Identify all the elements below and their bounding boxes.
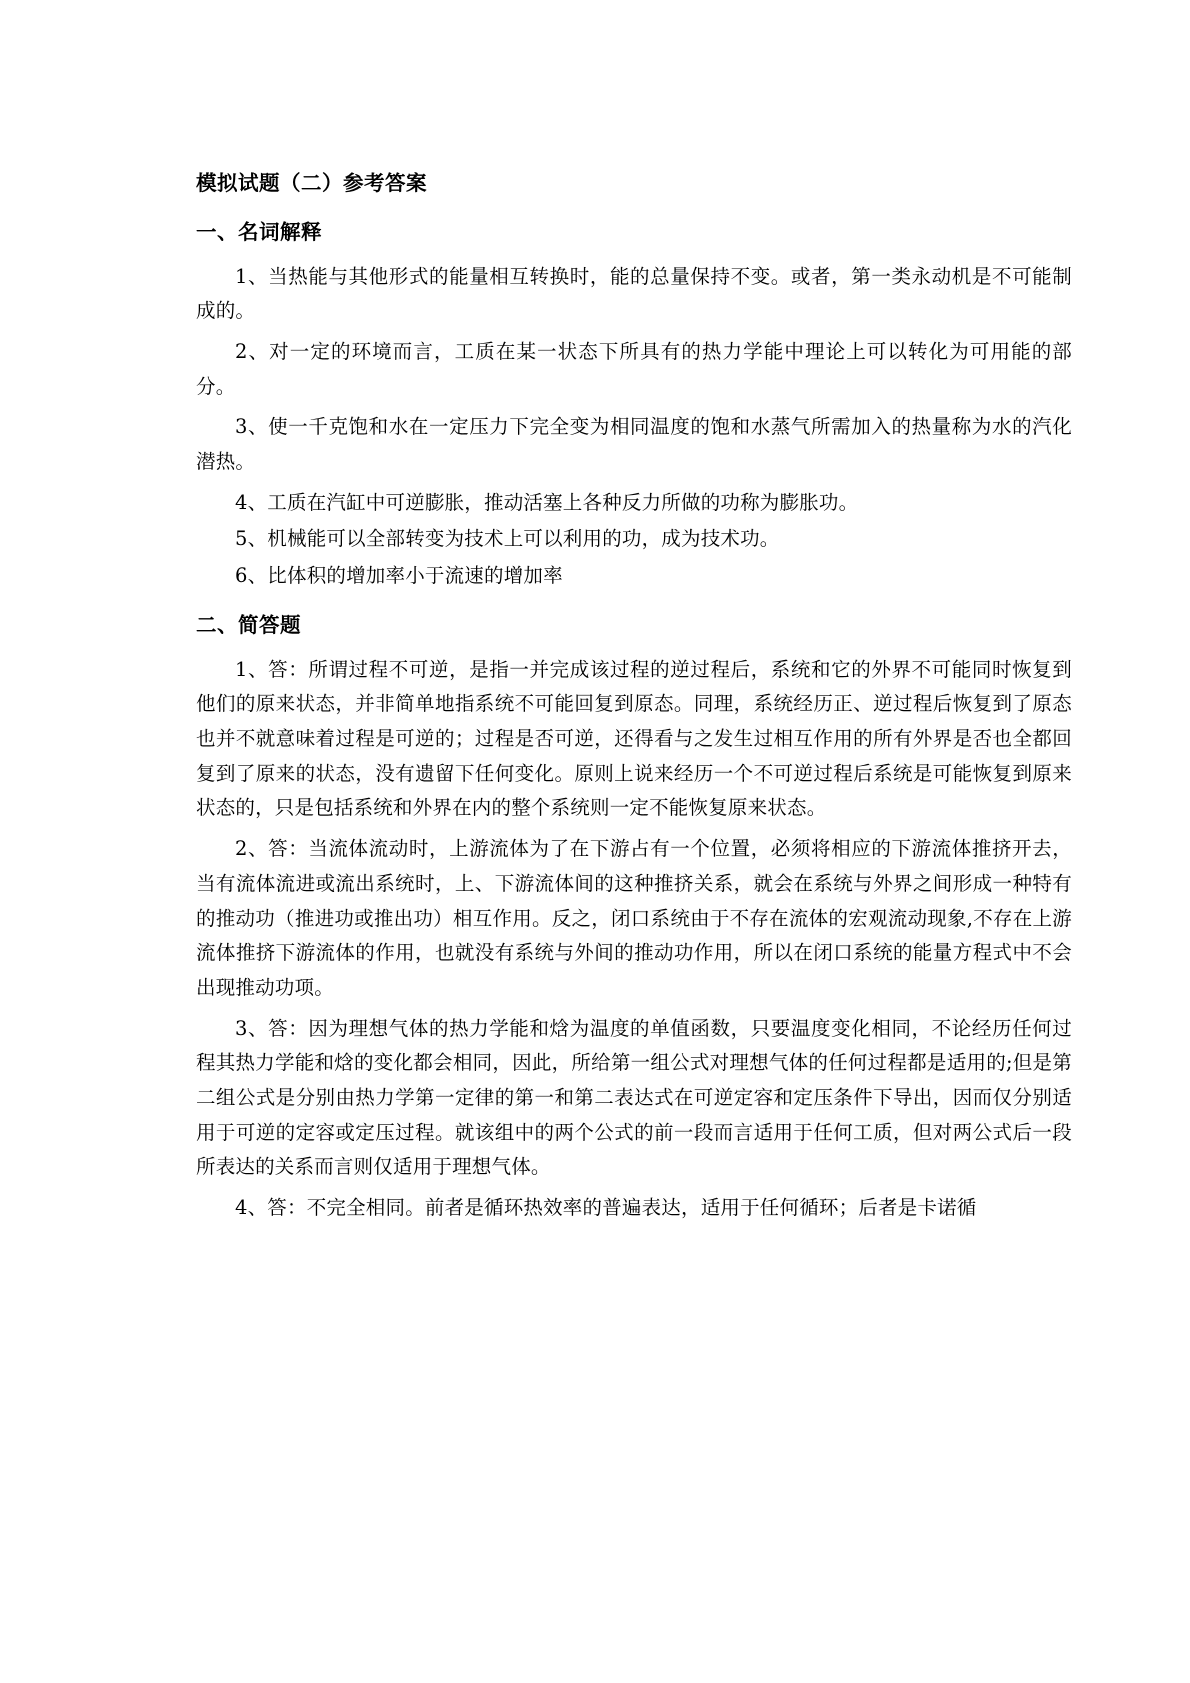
answer-item: 5、机械能可以全部转变为技术上可以利用的功，成为技术功。 xyxy=(235,527,780,551)
answer-item: 6、比体积的增加率小于流速的增加率 xyxy=(235,564,563,588)
answer-item: 1、当热能与其他形式的能量相互转换时，能的总量保持不变。或者，第一类永动机是不可能制成的。 xyxy=(196,264,1072,323)
section-heading-short-answer: 二、简答题 xyxy=(196,612,301,637)
section-short-answer xyxy=(196,610,1072,1226)
answer-item: 4、工质在汽缸中可逆膨胀，推动活塞上各种反力所做的功称为膨胀功。 xyxy=(235,490,859,514)
answer-item: 2、对一定的环境而言，工质在某一状态下所具有的热力学能中理论上可以转化为可用能的部分。 xyxy=(196,339,1072,398)
answer-item: 1、答：所谓过程不可逆，是指一并完成该过程的逆过程后，系统和它的外界不可能同时恢复到他们的原来状态，并非简单地指系统不可能回复到原态。同理，系统经历正、逆过程后恢复到了原态也并不就意味着过程是可逆的；过程是否可逆，还得看与之发生过相互作用的所有外界是否也全都回复到了原来的状态，没有遗留下任何变化。原则上说来经历一个不可逆过程后系统是可能恢复到原来状态的，只是包括系统和外界在内的整个系统则一定不能恢复原来状态。 xyxy=(196,657,1072,820)
answer-item: 4、答：不完全相同。前者是循环热效率的普遍表达，适用于任何循环；后者是卡诺循 xyxy=(235,1196,977,1220)
answer-item: 3、使一千克饱和水在一定压力下完全变为相同温度的饱和水蒸气所需加入的热量称为水的汽化潜热。 xyxy=(196,415,1072,474)
section-heading-terms: 一、名词解释 xyxy=(196,219,322,244)
page-title: 模拟试题（二）参考答案 xyxy=(196,171,427,195)
answer-item: 2、答：当流体流动时，上游流体为了在下游占有一个位置，必须将相应的下游流体推挤开去，当有流体流进或流出系统时，上、下游流体间的这种推挤关系，就会在系统与外界之间形成一种特有的推动功（推进功或推出功）相互作用。反之，闭口系统由于不存在流体的宏观流动现象,不存在上游流体推挤下游流体的作用，也就没有系统与外间的推动功作用，所以在闭口系统的能量方程式中不会出现推动功项。 xyxy=(196,837,1072,999)
section-terms xyxy=(196,217,1072,594)
answer-item: 3、答：因为理想气体的热力学能和焓为温度的单值函数，只要温度变化相同，不论经历任何过程其热力学能和焓的变化都会相同，因此，所给第一组公式对理想气体的任何过程都是适用的;但是第二组公式是分别由热力学第一定律的第一和第二表达式在可逆定容和定压条件下导出，因而仅分别适用于可逆的定容或定压过程。就该组中的两个公式的前一段而言适用于任何工质，但对两公式后一段所表达的关系而言则仅适用于理想气体。 xyxy=(196,1016,1072,1179)
